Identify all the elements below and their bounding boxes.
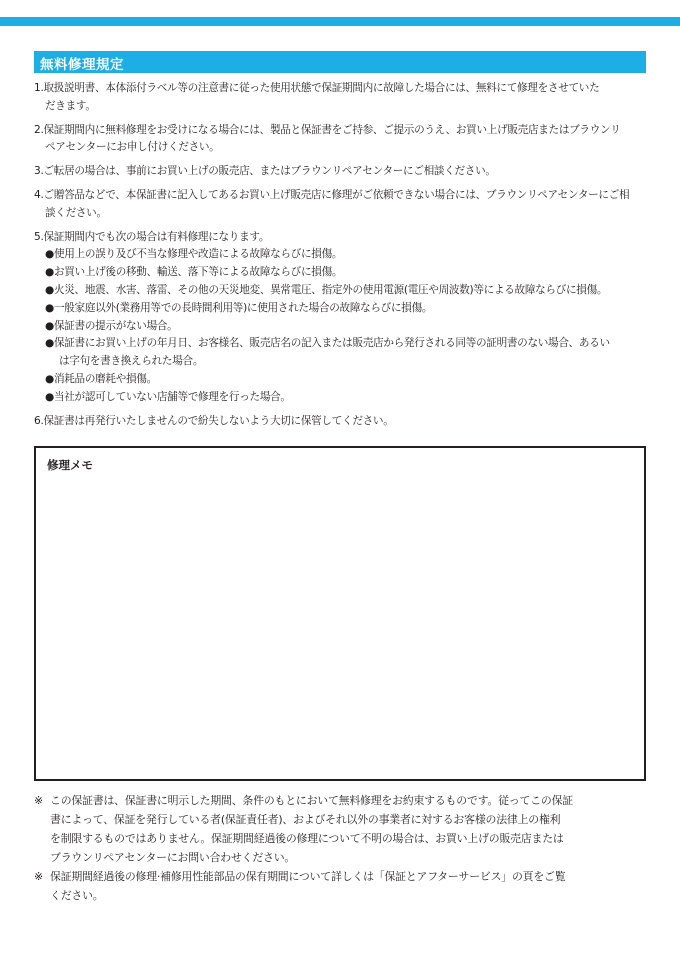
bullet-line: は字句を書き換えられた場合。 bbox=[59, 355, 204, 368]
note-line: ください。 bbox=[50, 889, 104, 902]
term-4 bbox=[34, 187, 646, 223]
bullet-item bbox=[45, 282, 646, 300]
term-1 bbox=[34, 80, 646, 116]
bullet-item bbox=[45, 371, 646, 389]
term-3 bbox=[34, 163, 646, 181]
bullet-line: ●お買い上げ後の移動、輸送、落下等による故障ならびに損傷。 bbox=[45, 266, 343, 279]
paid-repair-cases bbox=[34, 246, 646, 406]
bullet-item bbox=[45, 246, 646, 264]
term-6 bbox=[34, 413, 646, 431]
term-2 bbox=[34, 122, 646, 158]
repair-memo-box bbox=[34, 446, 646, 781]
term-2-line-1: 2.保証期間内に無料修理をお受けになる場合には、製品と保証書をご持参、ご提示のうえ、お買い上げ販売店またはブラウンリ bbox=[34, 123, 621, 136]
note-line: 書によって、保証を発行している者(保証責任者)、およびそれ以外の事業者に対するお客様の法律上の権利 bbox=[50, 813, 561, 826]
note-line: ブラウンリペアセンターにお問い合わせください。 bbox=[50, 851, 296, 864]
bullet-line: ●消耗品の磨耗や損傷。 bbox=[45, 372, 157, 385]
note-line: この保証書は、保証書に明示した期間、条件のもとにおいて無料修理をお約束するものです。従ってこの保証 bbox=[50, 794, 573, 807]
note-mark: ※ bbox=[34, 870, 43, 883]
bullet-item bbox=[45, 389, 646, 407]
term-1-line-2: だきます。 bbox=[45, 99, 96, 112]
footnote-1 bbox=[34, 791, 650, 867]
term-5-line-1: 5.保証期間内でも次の場合は有料修理になります。 bbox=[34, 230, 270, 243]
section-title: 無料修理規定 bbox=[40, 57, 124, 73]
bullet-line: ●火災、地震、水害、落雷、その他の天災地変、異常電圧、指定外の使用電源(電圧や周波数)等による故障ならびに損傷。 bbox=[45, 283, 608, 296]
term-4-line-2: 談ください。 bbox=[45, 206, 107, 219]
term-6-line-1: 6.保証書は再発行いたしませんので紛失しないよう大切に保管してください。 bbox=[34, 414, 394, 427]
section-header bbox=[34, 51, 646, 73]
term-4-line-1: 4.ご贈答品などで、本保証書に記入してあるお買い上げ販売店に修理がご依頼できない場合には、ブラウンリペアセンターにご相 bbox=[34, 188, 630, 201]
footnotes bbox=[34, 791, 650, 905]
memo-title: 修理メモ bbox=[47, 458, 93, 472]
bullet-line: ●保証書にお買い上げの年月日、お客様名、販売店名の記入または販売店から発行される同等の証明書のない場合、あるい bbox=[45, 337, 610, 350]
top-accent-bar bbox=[0, 17, 680, 26]
bullet-line: ●保証書の提示がない場合。 bbox=[45, 319, 178, 332]
bullet-line: ●当社が認可していない店舗等で修理を行った場合。 bbox=[45, 390, 291, 403]
bullet-item bbox=[45, 300, 646, 318]
term-5 bbox=[34, 229, 646, 247]
term-2-line-2: ペアセンターにお申し付けください。 bbox=[45, 141, 220, 154]
term-1-line-1: 1.取扱説明書、本体添付ラベル等の注意書に従った使用状態で保証期間内に故障した場合には、無料にて修理をさせていた bbox=[34, 82, 600, 94]
bullet-item bbox=[45, 318, 646, 336]
repair-terms bbox=[34, 80, 646, 430]
bullet-line: ●一般家庭以外(業務用等での長時間利用等)に使用された場合の故障ならびに損傷。 bbox=[45, 301, 433, 314]
footnote-2 bbox=[34, 867, 650, 905]
note-mark: ※ bbox=[34, 794, 43, 807]
note-line: を制限するものではありません。保証期間経過後の修理について不明の場合は、お買い上げの販売店または bbox=[50, 832, 564, 845]
bullet-item bbox=[45, 335, 646, 371]
term-3-line-1: 3.ご転居の場合は、事前にお買い上げの販売店、またはブラウンリペアセンターにご相談ください。 bbox=[34, 165, 496, 178]
bullet-item bbox=[45, 264, 646, 282]
bullet-line: ●使用上の誤り及び不当な修理や改造による故障ならびに損傷。 bbox=[45, 248, 343, 261]
note-line: 保証期間経過後の修理·補修用性能部品の保有期間について詳しくは「保証とアフターサービス」の頁をご覧 bbox=[50, 870, 566, 883]
